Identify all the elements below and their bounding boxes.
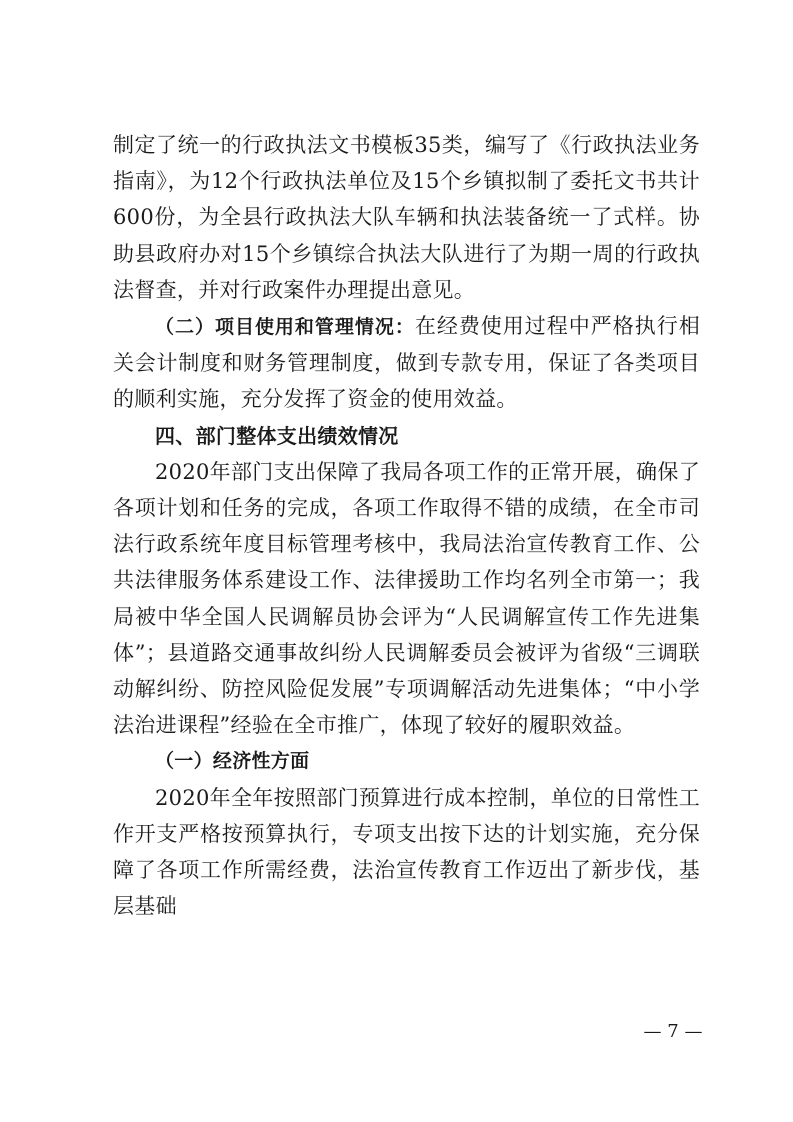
paragraph-overall-performance: 2020年部门支出保障了我局各项工作的正常开展，确保了各项计划和任务的完成，各项工作取得不错的成绩，在全市司法行政系统年度目标管理考核中，我局法治宣传教育工作、公共法律服务体系建设工作、法律援助工作均名列全市第一；我局被中华全国人民调解员协会评为“人民调解宣传工作先进集体”；县道路交通事故纠纷人民调解委员会被评为省级“三调联动解纠纷、防控风险促发展”专项调解活动先进集体；“中小学法治进课程”经验在全市推广，体现了较好的履职效益。 (113, 459, 700, 738)
paragraph-enforcement-templates: 制定了统一的行政执法文书模板35类，编写了《行政执法业务指南》，为12个行政执法单位及15个乡镇拟制了委托文书共计600份，为全县行政执法大队车辆和执法装备统一了式样。协助县政府办对15个乡镇综合执法大队进行了为期一周的行政执法督查，并对行政案件办理提出意见。 (113, 133, 700, 302)
document-body (113, 127, 700, 924)
paragraph-project-management (113, 308, 700, 418)
project-management-text: 在经费使用过程中严格执行相关会计制度和财务管理制度，做到专款专用，保证了各类项目的顺利实施，充分发挥了资金的使用效益。 (113, 314, 700, 412)
subheading-economy: （一）经济性方面 (155, 750, 310, 773)
project-management-label: （二）项目使用和管理情况： (155, 316, 415, 339)
section-heading-overall-performance: 四、部门整体支出绩效情况 (155, 423, 399, 448)
paragraph-economy: 2020年全年按照部门预算进行成本控制，单位的日常性工作开支严格按预算执行，专项支出按下达的计划实施，充分保障了各项工作所需经费，法治宣传教育工作迈出了新步伐，基层基础 (113, 785, 700, 919)
page-number: — 7 — (643, 1021, 703, 1042)
